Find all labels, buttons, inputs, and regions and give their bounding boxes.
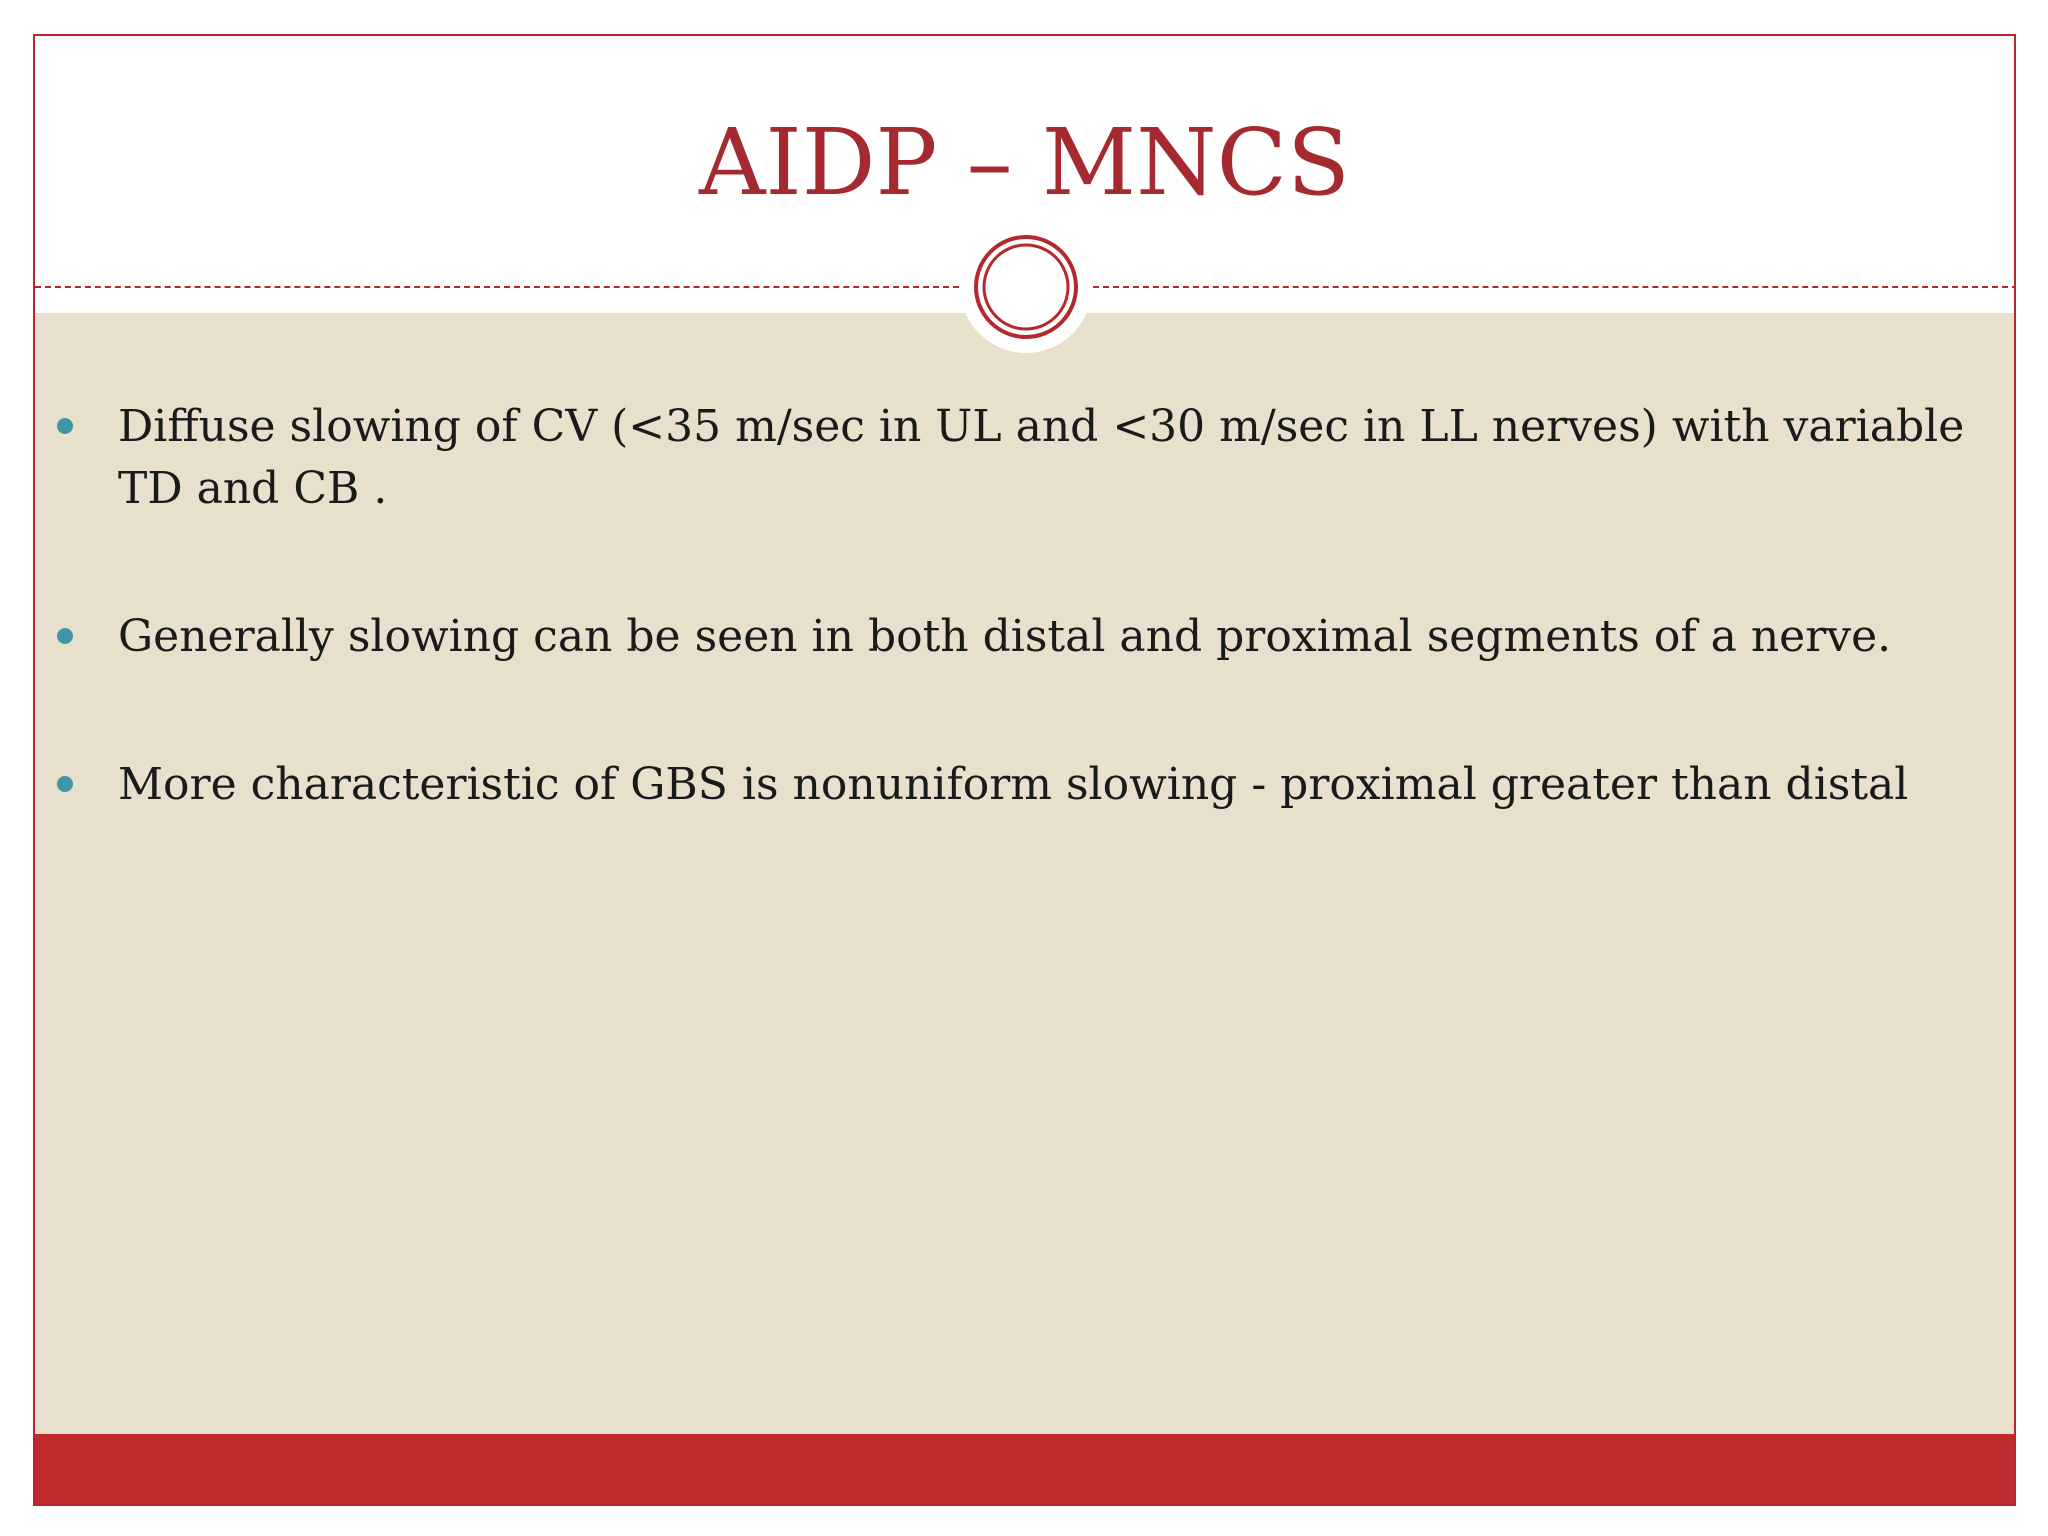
bullet-dot-icon [57, 418, 73, 434]
bullet-text: More characteristic of GBS is nonuniform slowing - proximal greater than distal [118, 759, 1909, 810]
bullet-item [35, 606, 2014, 668]
double-ring-icon [959, 220, 1093, 354]
bullet-item [35, 396, 2014, 520]
bullet-text: Diffuse slowing of CV (<35 m/sec in UL and <30 m/sec in LL nerves) with variable TD and CB . [118, 401, 1965, 514]
bullet-item [35, 754, 2014, 816]
bullet-list [35, 396, 2014, 902]
slide [33, 34, 2016, 1506]
bullet-dot-icon [57, 628, 73, 644]
footer-bar [35, 1434, 2014, 1504]
slide-title: AIDP – MNCS [698, 109, 1351, 216]
bullet-dot-icon [57, 776, 73, 792]
bullet-text: Generally slowing can be seen in both distal and proximal segments of a nerve. [118, 611, 1892, 662]
title-divider-left [35, 286, 959, 288]
title-divider-right [1093, 286, 2016, 288]
